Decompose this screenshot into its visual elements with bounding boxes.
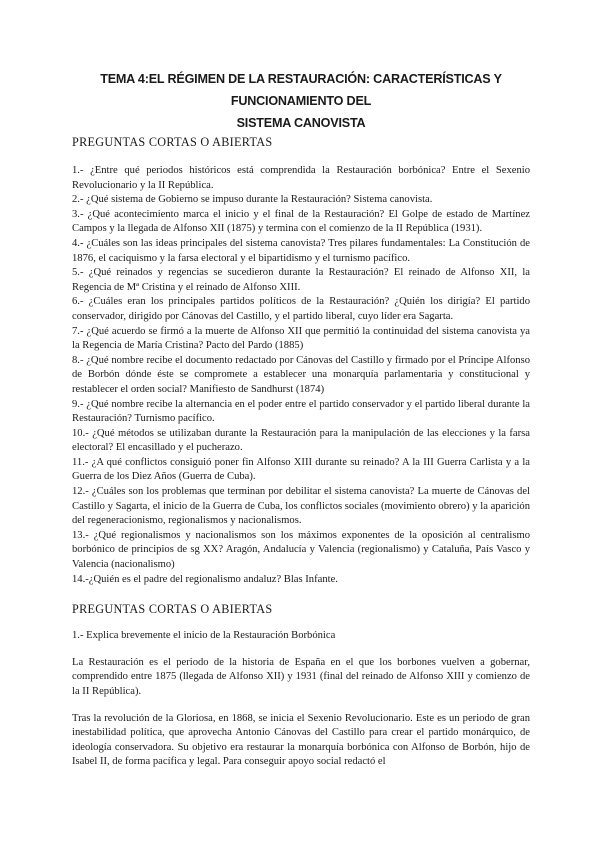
question-item: 7.- ¿Qué acuerdo se firmó a la muerte de Alfonso XII que permitió la continuidad del sistema canovista ya la Regencia de María Cristina? Pacto del Pardo (1885) [72,325,530,352]
answer-paragraph-1: La Restauración es el periodo de la historia de España en el que los borbones vuelven a gobernar, comprendido entre 1875 (llegada de Alfonso XII) y 1931 (final del reinado de Alfonso XIII y comienzo de la II República). [72,656,530,697]
question-list [72,164,530,587]
document-page [72,68,530,782]
section-heading-1: PREGUNTAS CORTAS O ABIERTAS [72,135,273,149]
section-heading-2: PREGUNTAS CORTAS O ABIERTAS [72,602,273,617]
answer-paragraph-2: Tras la revolución de la Gloriosa, en 1868, se inicia el Sexenio Revolucionario. Este es un periodo de gran inestabilidad política, que aprovecha Antonio Cánovas del Castillo para crear el partido monárquico, de ideología conservadora. Su objetivo era restaurar la monarquía borbónica con Alfonso de Borbón, hijo de Isabel II, de forma pacífica y legal. Para conseguir apoyo social redactó el [72,712,530,768]
subquestion: 1.- Explica brevemente el inicio de la Restauración Borbónica [72,630,336,642]
document-title [72,68,530,134]
question-item: 4.- ¿Cuáles son las ideas principales del sistema canovista? Tres pilares fundamentales: La Constitución de 1876, el caciquismo y la farsa electoral y el bipartidismo y el turnismo pacífico. [72,237,530,264]
question-item: 9.- ¿Qué nombre recibe la alternancia en el poder entre el partido conservador y el partido liberal durante la Restauración? Turnismo pacífico. [72,398,530,425]
question-item: 14.-¿Quién es el padre del regionalismo andaluz? Blas Infante. [72,573,338,585]
question-item: 1.- ¿Entre qué periodos históricos está comprendida la Restauración borbónica? Entre el Sexenio Revolucionario y la II República. [72,165,530,191]
title-line-2: SISTEMA CANOVISTA [236,116,366,130]
question-item: 2.- ¿Qué sistema de Gobierno se impuso durante la Restauración? Sistema canovista. [72,194,433,206]
question-item: 10.- ¿Qué métodos se utilizaban durante la Restauración para la manipulación de las elecciones y la farsa electoral? El encasillado y el pucherazo. [72,427,530,454]
question-item: 11.- ¿A qué conflictos consiguió poner fin Alfonso XIII durante su reinado? A la III Guerra Carlista y a la Guerra de los Diez Años (Guerra de Cuba). [72,456,530,483]
question-item: 5.- ¿Qué reinados y regencias se sucedieron durante la Restauración? El reinado de Alfonso XII, la Regencia de Mª Cristina y el reinado de Alfonso XIII. [72,267,530,293]
question-item: 6.- ¿Cuáles eran los principales partidos políticos de la Restauración? ¿Quién los dirigía? El partido conservador, dirigido por Cánovas del Castillo, y el partido liberal, cuyo líder era Sagarta. [72,296,530,322]
question-item: 8.- ¿Qué nombre recibe el documento redactado por Cánovas del Castillo y firmado por el Príncipe Alfonso de Borbón dónde éste se compromete a establecer una monarquía parlamentaria y constitucional y restablecer el orden social? Manifiesto de Sandhurst (1874) [72,354,530,395]
title-line-1: TEMA 4:EL RÉGIMEN DE LA RESTAURACIÓN: CARACTERÍSTICAS Y FUNCIONAMIENTO DEL [100,72,502,108]
question-item: 12.- ¿Cuáles son los problemas que terminan por debilitar el sistema canovista? La muerte de Cánovas del Castillo y Sagarta, el inicio de la Guerra de Cuba, los conflictos sociales (movimiento obrero) y la aparición del regeneracionismo, regionalismos y nacionalismos. [72,486,530,527]
question-item: 13.- ¿Qué regionalismos y nacionalismos son los máximos exponentes de la oposición al centralismo borbónico de principios de sg XX? Aragón, Andalucía y Valencia (regionalismo) y Cataluña, País Vasco y Valencia (nacionalismo) [72,529,530,571]
question-item: 3.- ¿Qué acontecimiento marca el inicio y el final de la Restauración? El Golpe de estado de Martínez Campos y la llegada de Alfonso XII (1875) y termina con el comienzo de la II República (1931). [72,208,530,235]
